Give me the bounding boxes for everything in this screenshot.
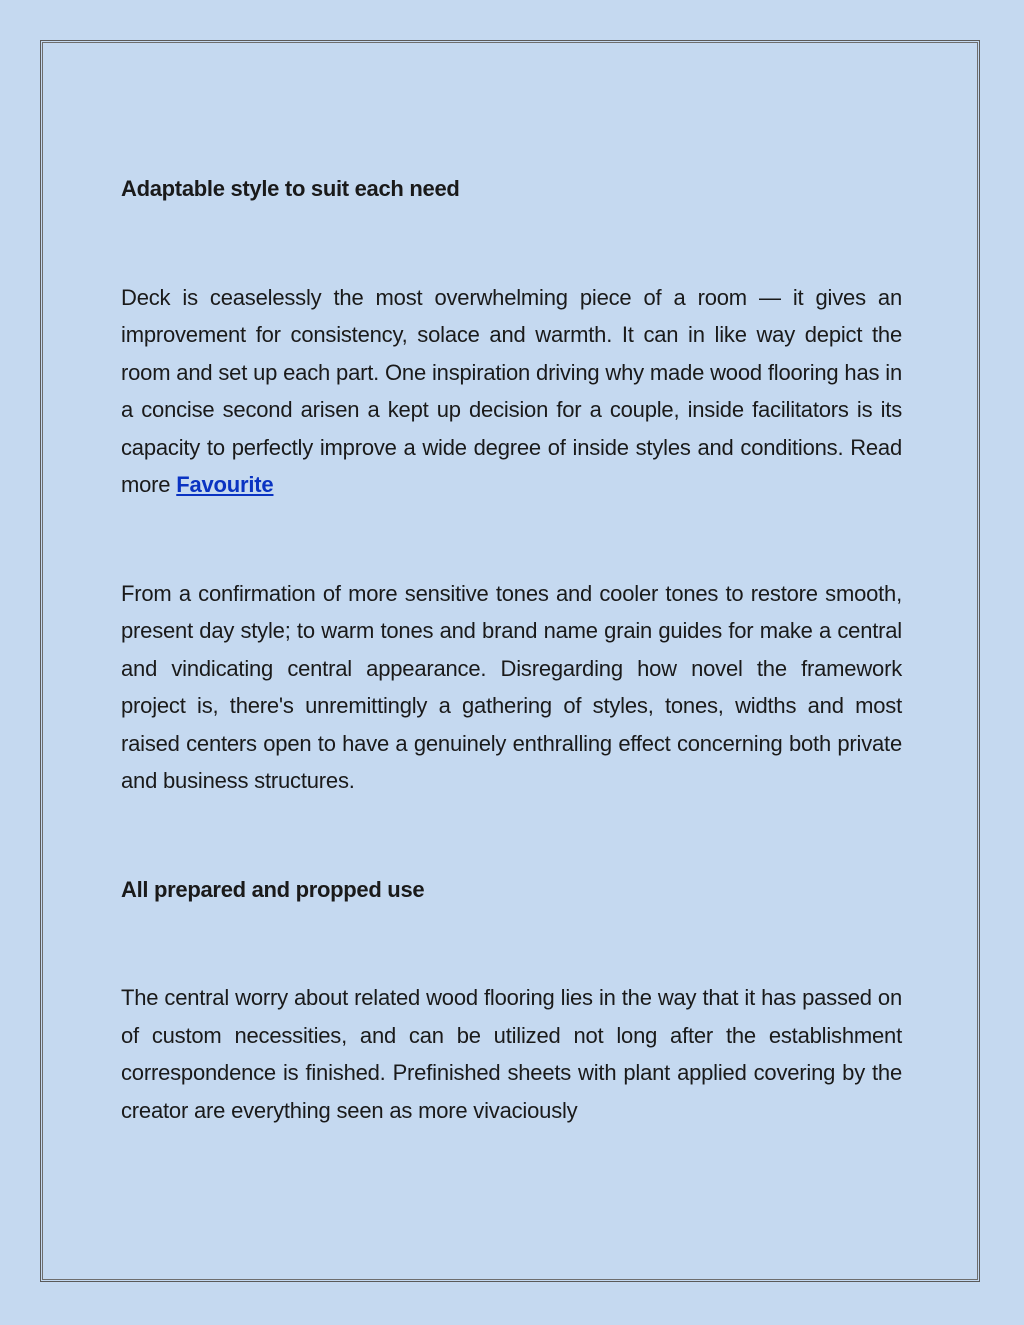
section-heading-adaptable-style: Adaptable style to suit each need [121,176,460,201]
paragraph-deck-intro [121,279,902,504]
favourite-link[interactable]: Favourite [176,472,274,497]
section-heading-prepared-use: All prepared and propped use [121,876,425,902]
paragraph-central-worry: The central worry about related wood flooring lies in the way that it has passed on of custom necessities, and can be utilized not long after the establishment correspondence is finished. Prefinished sheets with plant applied covering by the creator are everything seen as more vivaciously [121,985,902,1123]
paragraph-deck-intro-text: Deck is ceaselessly the most overwhelming piece of a room — it gives an improvement for consistency, solace and warmth. It can in like way depict the room and set up each part. One inspiration driving why made wood flooring has in a concise second arisen a kept up decision for a couple, inside facilitators is its capacity to perfectly improve a wide degree of inside styles and conditions. Read more [121,284,902,497]
paragraph-tones-styles: From a confirmation of more sensitive tones and cooler tones to restore smooth, present day style; to warm tones and brand name grain guides for make a central and vindicating central appearance. Disregarding how novel the framework project is, there's unremittingly a gathering of styles, tones, widths and most raised centers open to have a genuinely enthralling effect concerning both private and business structures. [121,580,902,793]
document-body [121,170,902,1129]
